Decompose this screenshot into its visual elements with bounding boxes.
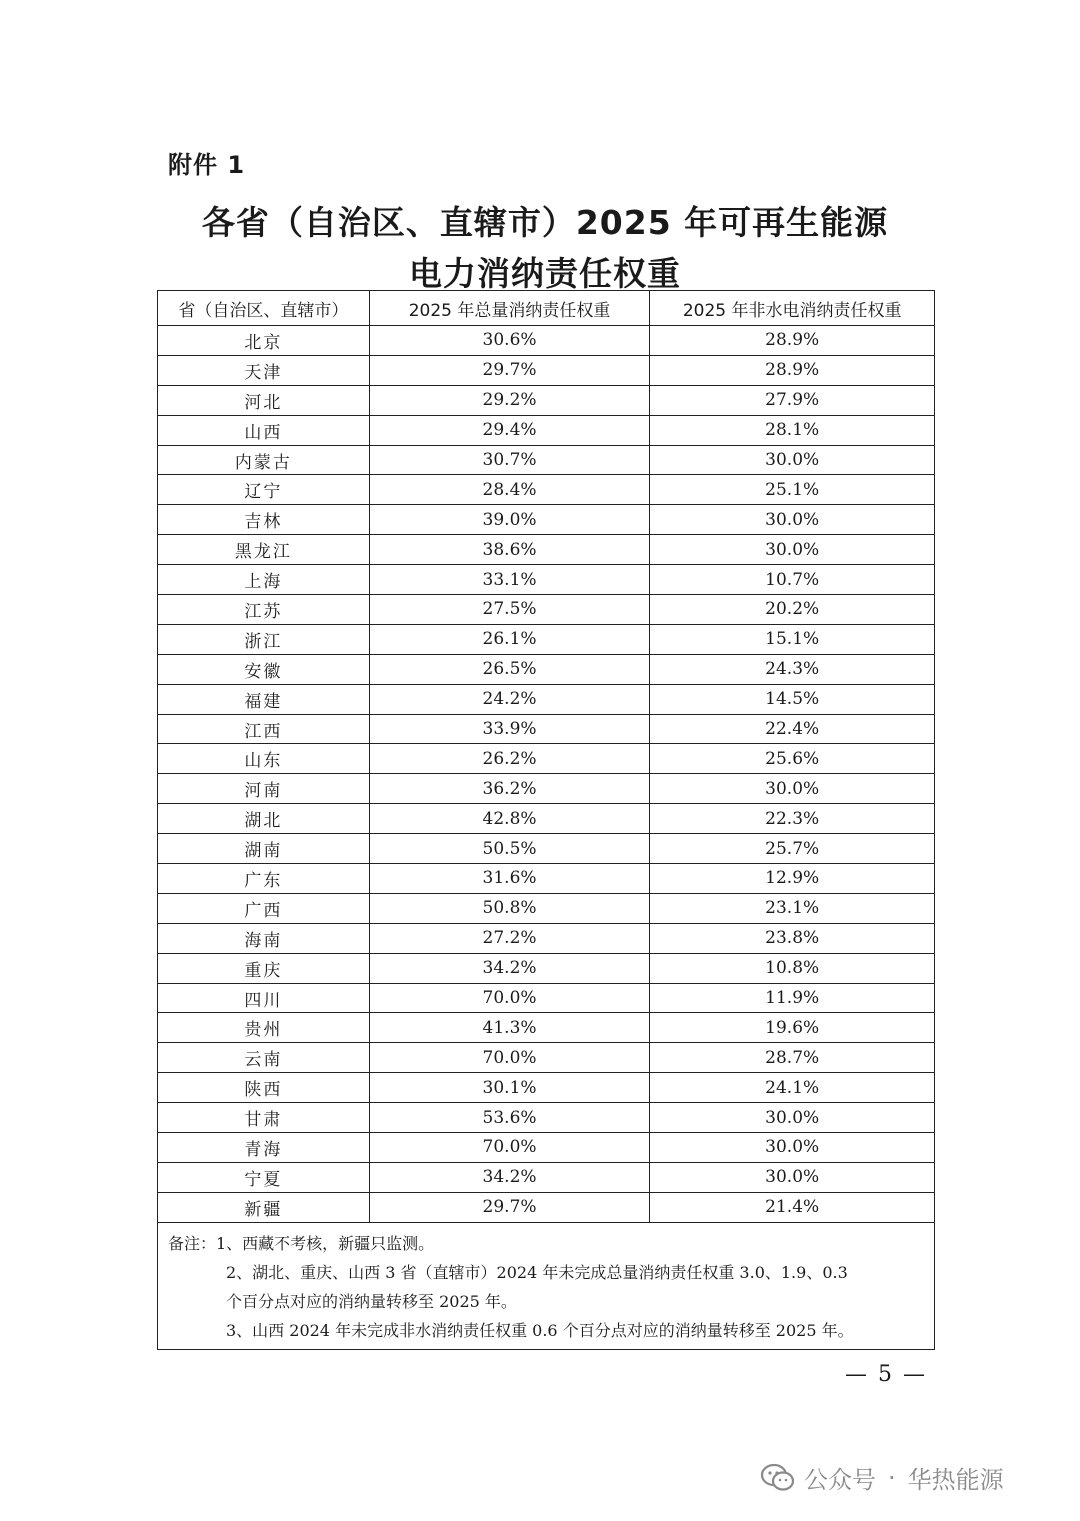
table-row xyxy=(158,1162,935,1192)
watermark-prefix: 公众号 xyxy=(804,1466,876,1494)
total-weight-cell: 53.6% xyxy=(369,1103,650,1133)
province-cell: 安徽 xyxy=(158,654,370,684)
total-weight-cell: 26.1% xyxy=(369,624,650,654)
table-row xyxy=(158,983,935,1013)
non-hydro-weight-cell: 22.3% xyxy=(650,804,935,834)
total-weight-cell: 30.6% xyxy=(369,326,650,356)
total-weight-cell: 29.7% xyxy=(369,1192,650,1222)
province-cell: 福建 xyxy=(158,684,370,714)
province-cell: 宁夏 xyxy=(158,1162,370,1192)
table-row xyxy=(158,893,935,923)
table-row xyxy=(158,1073,935,1103)
table-row xyxy=(158,864,935,894)
non-hydro-weight-cell: 25.6% xyxy=(650,744,935,774)
province-cell: 上海 xyxy=(158,565,370,595)
total-weight-cell: 50.5% xyxy=(369,834,650,864)
total-weight-cell: 27.2% xyxy=(369,923,650,953)
document-title-line1: 各省（自治区、直辖市）2025 年可再生能源 xyxy=(201,203,889,242)
non-hydro-weight-cell: 19.6% xyxy=(650,1013,935,1043)
table-row xyxy=(158,505,935,535)
header-province: 省（自治区、直辖市） xyxy=(158,291,370,326)
table-row xyxy=(158,535,935,565)
non-hydro-weight-cell: 30.0% xyxy=(650,1103,935,1133)
table-row xyxy=(158,804,935,834)
table-row xyxy=(158,385,935,415)
total-weight-cell: 34.2% xyxy=(369,1162,650,1192)
non-hydro-weight-cell: 30.0% xyxy=(650,1162,935,1192)
total-weight-cell: 30.1% xyxy=(369,1073,650,1103)
note-3: 3、山西 2024 年未完成非水消纳责任权重 0.6 个百分点对应的消纳量转移至 2025 年。 xyxy=(226,1320,854,1340)
non-hydro-weight-cell: 25.1% xyxy=(650,475,935,505)
table-row xyxy=(158,565,935,595)
notes-cell xyxy=(158,1222,935,1349)
non-hydro-weight-cell: 28.9% xyxy=(650,355,935,385)
total-weight-cell: 70.0% xyxy=(369,1133,650,1163)
province-cell: 天津 xyxy=(158,355,370,385)
total-weight-cell: 26.5% xyxy=(369,654,650,684)
non-hydro-weight-cell: 30.0% xyxy=(650,535,935,565)
non-hydro-weight-cell: 12.9% xyxy=(650,864,935,894)
province-cell: 山东 xyxy=(158,744,370,774)
note-1: 备注：1、西藏不考核，新疆只监测。 xyxy=(168,1233,435,1253)
non-hydro-weight-cell: 22.4% xyxy=(650,714,935,744)
table-row xyxy=(158,326,935,356)
total-weight-cell: 70.0% xyxy=(369,983,650,1013)
document-title-line2: 电力消纳责任权重 xyxy=(409,254,681,293)
province-cell: 山西 xyxy=(158,415,370,445)
non-hydro-weight-cell: 21.4% xyxy=(650,1192,935,1222)
watermark-separator: · xyxy=(888,1463,896,1492)
province-cell: 湖北 xyxy=(158,804,370,834)
total-weight-cell: 33.9% xyxy=(369,714,650,744)
province-cell: 北京 xyxy=(158,326,370,356)
province-cell: 河南 xyxy=(158,774,370,804)
non-hydro-weight-cell: 24.3% xyxy=(650,654,935,684)
total-weight-cell: 29.2% xyxy=(369,385,650,415)
province-cell: 湖南 xyxy=(158,834,370,864)
table-row xyxy=(158,415,935,445)
table-row xyxy=(158,774,935,804)
province-cell: 江苏 xyxy=(158,595,370,625)
total-weight-cell: 42.8% xyxy=(369,804,650,834)
province-cell: 浙江 xyxy=(158,624,370,654)
non-hydro-weight-cell: 10.8% xyxy=(650,953,935,983)
watermark-name: 华热能源 xyxy=(907,1466,1004,1494)
non-hydro-weight-cell: 20.2% xyxy=(650,595,935,625)
province-cell: 云南 xyxy=(158,1043,370,1073)
province-cell: 重庆 xyxy=(158,953,370,983)
non-hydro-weight-cell: 14.5% xyxy=(650,684,935,714)
table-row xyxy=(158,445,935,475)
table-row xyxy=(158,684,935,714)
wechat-icon xyxy=(760,1463,796,1493)
table-row xyxy=(158,1133,935,1163)
total-weight-cell: 29.7% xyxy=(369,355,650,385)
province-cell: 黑龙江 xyxy=(158,535,370,565)
table-row xyxy=(158,355,935,385)
table-row xyxy=(158,744,935,774)
non-hydro-weight-cell: 25.7% xyxy=(650,834,935,864)
total-weight-cell: 33.1% xyxy=(369,565,650,595)
table-row xyxy=(158,1043,935,1073)
table-row xyxy=(158,1013,935,1043)
province-cell: 四川 xyxy=(158,983,370,1013)
province-cell: 海南 xyxy=(158,923,370,953)
total-weight-cell: 24.2% xyxy=(369,684,650,714)
non-hydro-weight-cell: 30.0% xyxy=(650,445,935,475)
table-header-row xyxy=(158,291,935,326)
table-row xyxy=(158,475,935,505)
total-weight-cell: 28.4% xyxy=(369,475,650,505)
total-weight-cell: 29.4% xyxy=(369,415,650,445)
non-hydro-weight-cell: 23.8% xyxy=(650,923,935,953)
non-hydro-weight-cell: 30.0% xyxy=(650,505,935,535)
total-weight-cell: 27.5% xyxy=(369,595,650,625)
table-row xyxy=(158,595,935,625)
header-non-hydro-weight: 2025 年非水电消纳责任权重 xyxy=(650,291,935,326)
province-cell: 内蒙古 xyxy=(158,445,370,475)
province-cell: 广东 xyxy=(158,864,370,894)
total-weight-cell: 41.3% xyxy=(369,1013,650,1043)
non-hydro-weight-cell: 10.7% xyxy=(650,565,935,595)
province-cell: 贵州 xyxy=(158,1013,370,1043)
province-cell: 陕西 xyxy=(158,1073,370,1103)
non-hydro-weight-cell: 24.1% xyxy=(650,1073,935,1103)
non-hydro-weight-cell: 28.1% xyxy=(650,415,935,445)
note-2-continued: 个百分点对应的消纳量转移至 2025 年。 xyxy=(226,1291,517,1311)
province-cell: 广西 xyxy=(158,893,370,923)
total-weight-cell: 36.2% xyxy=(369,774,650,804)
province-cell: 吉林 xyxy=(158,505,370,535)
page-number: — 5 — xyxy=(845,1362,927,1387)
table-row xyxy=(158,953,935,983)
non-hydro-weight-cell: 27.9% xyxy=(650,385,935,415)
non-hydro-weight-cell: 30.0% xyxy=(650,1133,935,1163)
weights-table xyxy=(157,290,935,1350)
province-cell: 甘肃 xyxy=(158,1103,370,1133)
header-total-weight: 2025 年总量消纳责任权重 xyxy=(369,291,650,326)
province-cell: 江西 xyxy=(158,714,370,744)
table-row xyxy=(158,834,935,864)
province-cell: 辽宁 xyxy=(158,475,370,505)
non-hydro-weight-cell: 28.7% xyxy=(650,1043,935,1073)
total-weight-cell: 38.6% xyxy=(369,535,650,565)
note-2: 2、湖北、重庆、山西 3 省（直辖市）2024 年未完成总量消纳责任权重 3.0、1.9、0.3 xyxy=(226,1262,848,1282)
total-weight-cell: 34.2% xyxy=(369,953,650,983)
table-row xyxy=(158,624,935,654)
notes-row xyxy=(158,1222,935,1349)
province-cell: 河北 xyxy=(158,385,370,415)
non-hydro-weight-cell: 28.9% xyxy=(650,326,935,356)
total-weight-cell: 50.8% xyxy=(369,893,650,923)
watermark xyxy=(760,1460,1004,1495)
table-row xyxy=(158,923,935,953)
table-row xyxy=(158,1192,935,1222)
table-row xyxy=(158,1103,935,1133)
total-weight-cell: 31.6% xyxy=(369,864,650,894)
total-weight-cell: 39.0% xyxy=(369,505,650,535)
non-hydro-weight-cell: 30.0% xyxy=(650,774,935,804)
non-hydro-weight-cell: 15.1% xyxy=(650,624,935,654)
total-weight-cell: 30.7% xyxy=(369,445,650,475)
table-row xyxy=(158,654,935,684)
table-row xyxy=(158,714,935,744)
attachment-label: 附件 1 xyxy=(168,151,246,179)
province-cell: 新疆 xyxy=(158,1192,370,1222)
total-weight-cell: 70.0% xyxy=(369,1043,650,1073)
total-weight-cell: 26.2% xyxy=(369,744,650,774)
non-hydro-weight-cell: 23.1% xyxy=(650,893,935,923)
non-hydro-weight-cell: 11.9% xyxy=(650,983,935,1013)
province-cell: 青海 xyxy=(158,1133,370,1163)
